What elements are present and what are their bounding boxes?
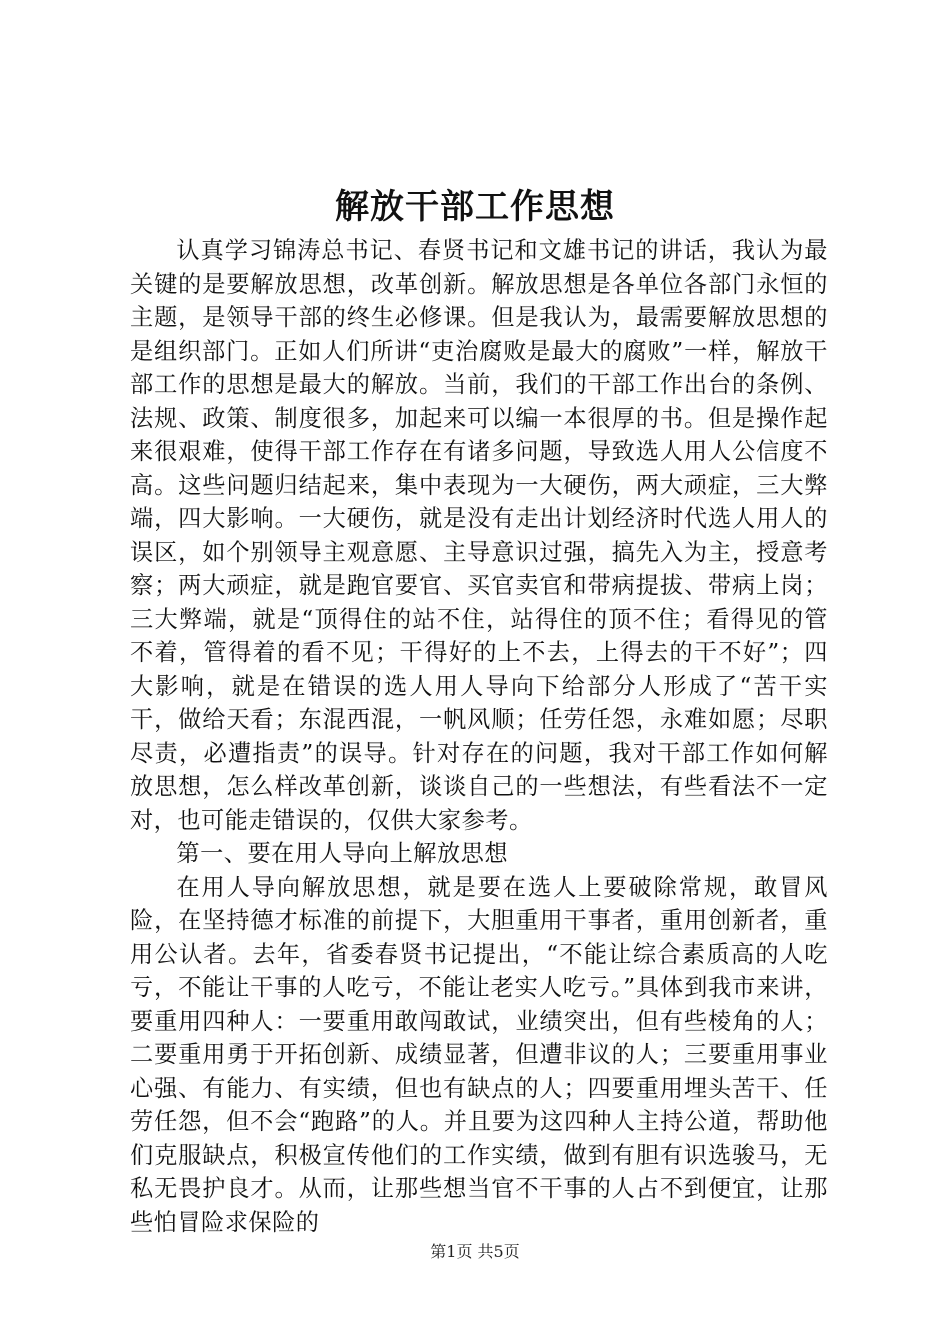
page-footer: 第1页 共5页	[430, 1242, 520, 1261]
paragraph-intro: 认真学习锦涛总书记、春贤书记和文雄书记的讲话，我认为最关键的是要解放思想，改革创新。解放思想是各单位各部门永恒的主题，是领导干部的终生必修课。但是我认为，最需要解放思想的是组织部门。正如人们所讲“吏治腐败是最大的腐败”一样，解放干部工作的思想是最大的解放。当前，我们的干部工作出台的条例、法规、政策、制度很多，加起来可以编一本很厚的书。但是操作起来很艰难，使得干部工作存在有诸多问题，导致选人用人公信度不高。这些问题归结起来，集中表现为一大硬伤，两大顽症，三大弊端，四大影响。一大硬伤，就是没有走出计划经济时代选人用人的误区，如个别领导主观意愿、主导意识过强，搞先入为主，授意考察；两大顽症，就是跑官要官、买官卖官和带病提拔、带病上岗；三大弊端，就是“顶得住的站不住，站得住的顶不住；看得见的管不着，管得着的看不见；干得好的上不去，上得去的干不好”；四大影响，就是在错误的选人用人导向下给部分人形成了“苦干实干，做给天看；东混西混，一帆风顺；任劳任怨，永难如愿；尽职尽责，必遭指责”的误导。针对存在的问题，我对干部工作如何解放思想，怎么样改革创新，谈谈自己的一些想法，有些看法不一定对，也可能走错误的，仅供大家参考。	[130, 237, 828, 834]
document-body	[130, 234, 828, 1239]
document-title: 解放干部工作思想	[335, 187, 615, 227]
paragraph-section-one: 在用人导向解放思想，就是要在选人上要破除常规，敢冒风险，在坚持德才标准的前提下，大胆重用干事者，重用创新者，重用公认者。去年，省委春贤书记提出，“不能让综合素质高的人吃亏，不能让干事的人吃亏，不能让老实人吃亏。”具体到我市来讲，要重用四种人：一要重用敢闯敢试，业绩突出，但有些棱角的人；二要重用勇于开拓创新、成绩显著，但遭非议的人；三要重用事业心强、有能力、有实绩，但也有缺点的人；四要重用埋头苦干、任劳任怨，但不会“跑路”的人。并且要为这四种人主持公道，帮助他们克服缺点，积极宣传他们的工作实绩，做到有胆有识选骏马，无私无畏护良才。从而，让那些想当官不干事的人占不到便宜，让那些怕冒险求保险的	[130, 873, 828, 1236]
section-heading: 第一、要在用人导向上解放思想	[176, 840, 509, 867]
